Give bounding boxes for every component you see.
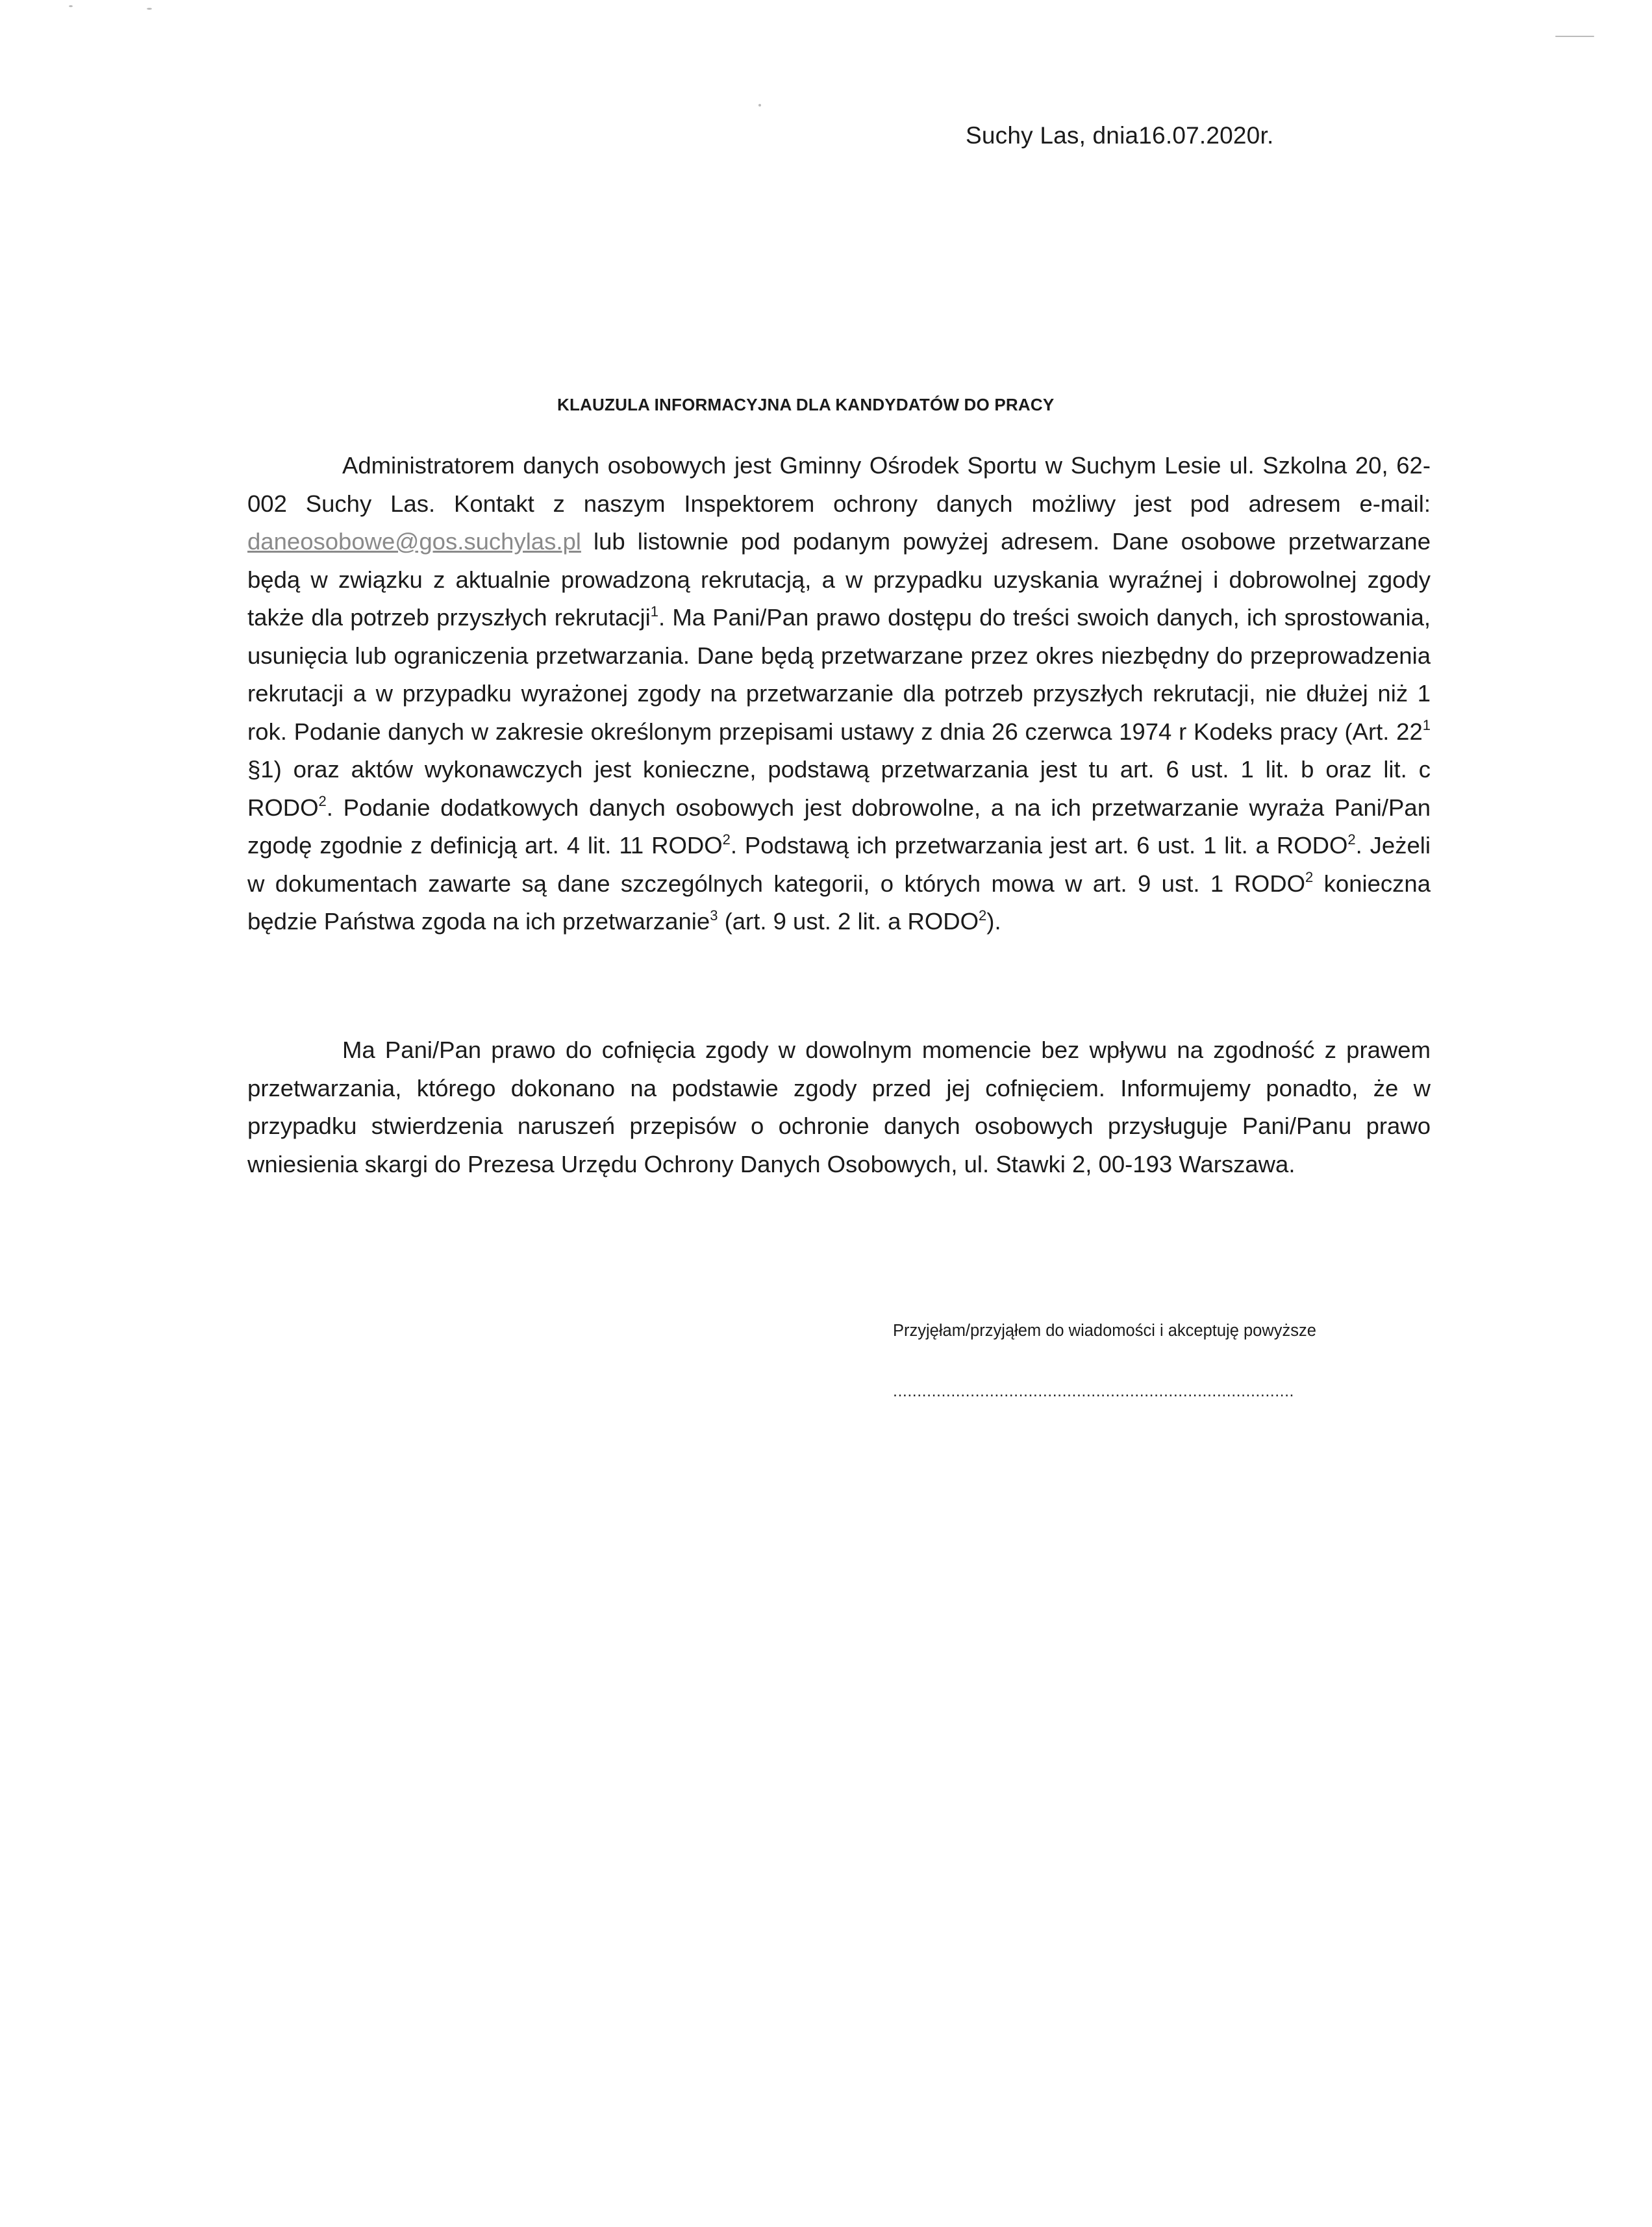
article-superscript: 1 [1422, 717, 1431, 734]
acceptance-statement: Przyjęłam/przyjąłem do wiadomości i akceptuję powyższe [893, 1322, 1316, 1340]
paragraph-text: Administratorem danych osobowych jest Gminny Ośrodek Sportu w Suchym Lesie ul. Szkolna 20, 62-002 Suchy Las. Kontakt z naszym Inspektorem ochrony danych możliwy jest pod adresem e-mail: daneosobowe@gos.suchylas.pl lub listownie pod podanym powyżej adresem. Dane osobowe przetwarzane będą w związku z aktualnie prowadzoną rekrutacją, a w przypadku uzyskania wyraźnej i dobrowolnej zgody także dla potrzeb przyszłych rekrutacji$^1$. Ma Pani/Pan prawo dostępu do treści swoich danych, ich sprostowania, usunięcia lub ograniczenia przetwarzania. Dane będą przetwarzane przez okres niezbędny do przeprowadzenia rekrutacji a w przypadku wyrażonej zgody na przetwarzanie dla potrzeb przyszłych rekrutacji, nie dłużej niż 1 rok. Podanie danych w zakresie określonym przepisami ustawy z dnia 26 czerwca 1974 r Kodeks pracy (Art. $22^1$ §1) oraz aktów wykonawczych jest konieczne, podstawą przetwarzania jest tu art. 6 ust. 1 lit. b oraz lit. c RODO$^2$. Podanie dodatkowych danych osobowych jest dobrowolne, a na ich przetwarzanie wyraża Pani/Pan zgodę zgodnie z definicją art. 4 lit. 11 RODO$^2$. Podstawą ich przetwarzania jest art. 6 ust. 1 lit. a RODO$^2$. Jeżeli w dokumentach zawarte są dane szczególnych kategorii, o których mowa w art. 9 ust. 1 RODO$^2$ konieczna będzie Państwa zgoda na ich przetwarzanie$^3$ (art. 9 ust. 2 lit. a RODO$^2$). [247, 452, 1431, 935]
footnote-marker: 1 [650, 603, 659, 620]
scan-speck [758, 104, 761, 107]
footnote-marker: 2 [318, 793, 327, 810]
email-link[interactable]: daneosobowe@gos.suchylas.pl [247, 528, 581, 555]
information-paragraph [247, 447, 1431, 941]
footnote-marker: 2 [979, 907, 987, 924]
footnote-marker: 2 [1347, 831, 1356, 848]
rights-paragraph [247, 1031, 1431, 1183]
paragraph-text: Ma Pani/Pan prawo do cofnięcia zgody w dowolnym momencie bez wpływu na zgodność z prawem przetwarzania, którego dokonano na podstawie zgody przed jej cofnięciem. Informujemy ponadto, że w przypadku stwierdzenia naruszeń przepisów o ochronie danych osobowych przysługuje Pani/Panu prawo wniesienia skargi do Prezesa Urzędu Ochrony Danych Osobowych, ul. Stawki 2, 00-193 Warszawa. [247, 1037, 1431, 1177]
footnote-marker: 2 [722, 831, 731, 848]
footnote-marker: 2 [1305, 869, 1314, 886]
footnote-marker: 3 [710, 907, 718, 924]
place-and-date: Suchy Las, dnia16.07.2020r. [966, 122, 1274, 149]
scan-speck [69, 5, 73, 7]
scan-speck [147, 8, 152, 10]
signature-line: ................................................................................... [893, 1382, 1295, 1400]
scan-speck [1555, 36, 1594, 37]
document-title: KLAUZULA INFORMACYJNA DLA KANDYDATÓW DO PRACY [557, 395, 1055, 414]
